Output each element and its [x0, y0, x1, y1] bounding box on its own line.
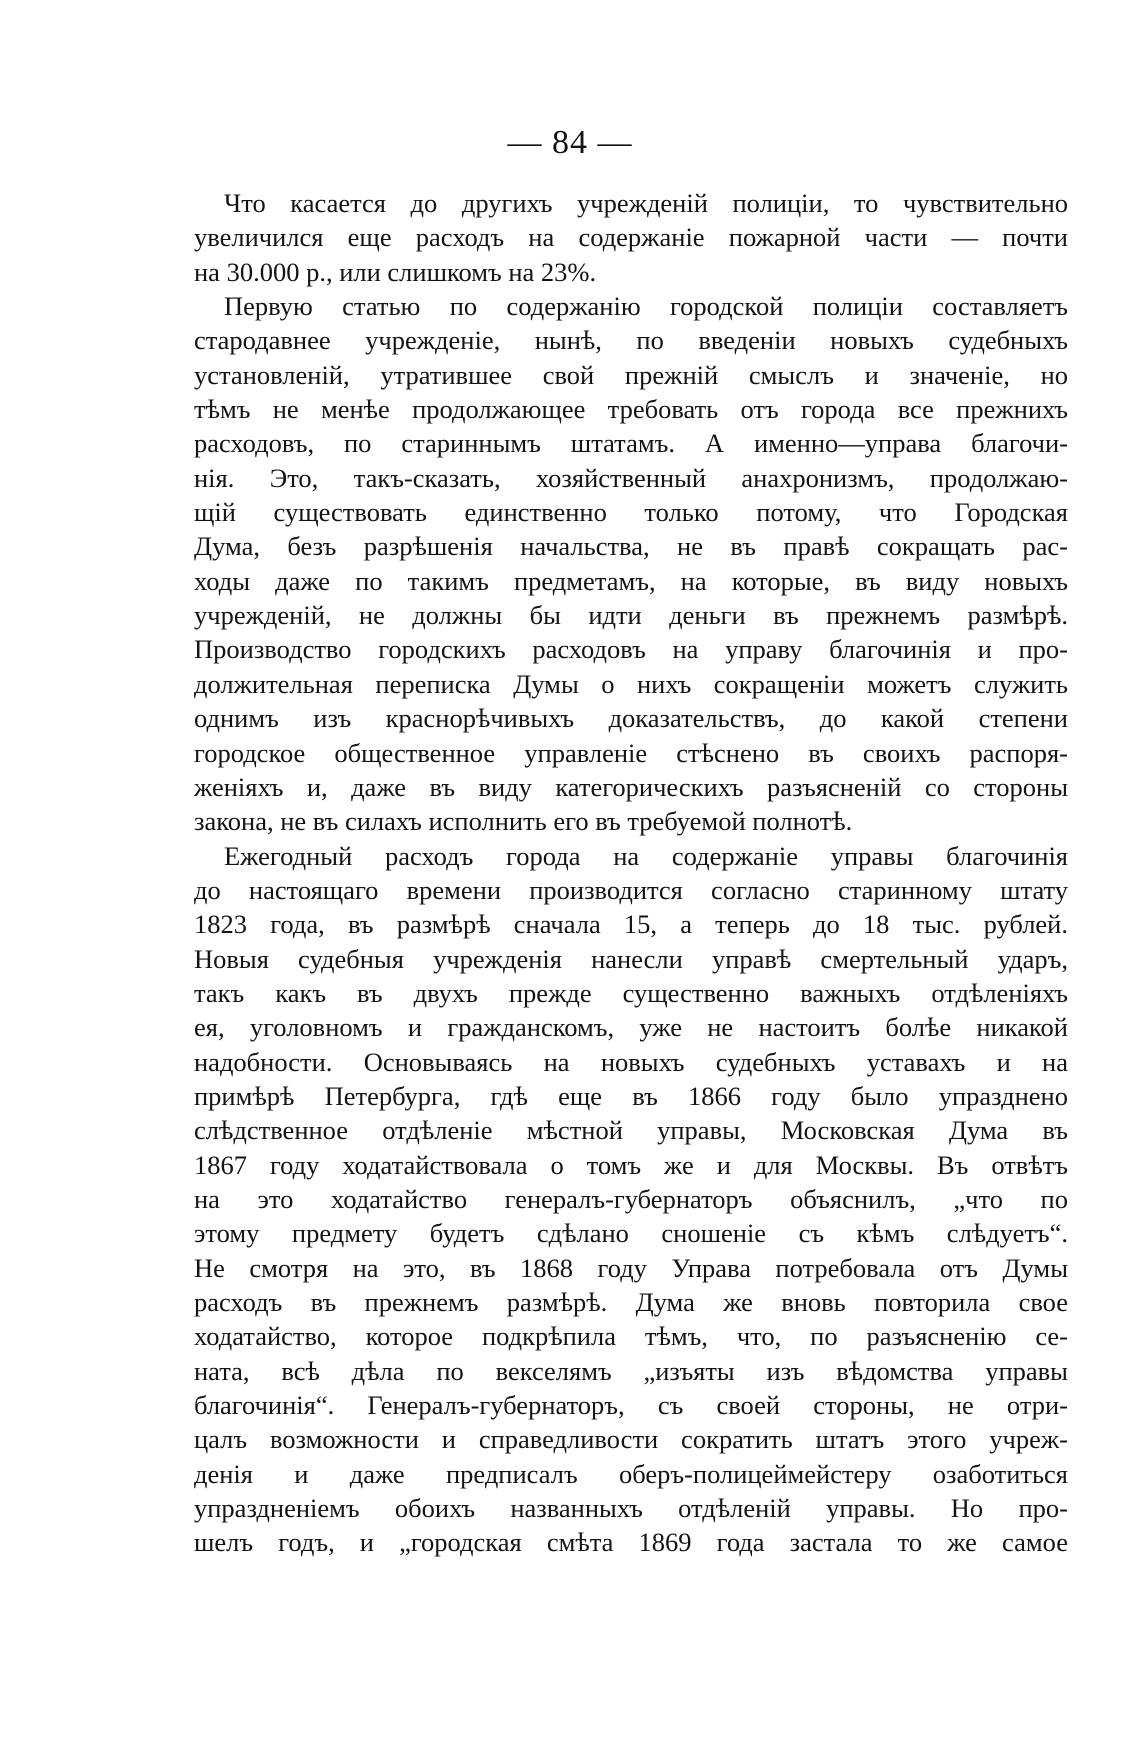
text-line: надобности. Основываясь на новыхъ судебныхъ уставахъ и на: [194, 1046, 1068, 1077]
text-line: городское общественное управленіе стѣснено въ своихъ распоря-: [194, 737, 1068, 768]
text-line: примѣрѣ Петербурга, гдѣ еще въ 1866 году было упразднено: [194, 1080, 1068, 1111]
text-line: нія. Это, такъ-сказать, хозяйственный анахронизмъ, продолжаю-: [194, 462, 1068, 493]
text-line: Что касается до другихъ учрежденій полиціи, то чувствительно: [224, 188, 1068, 218]
text-line: упраздненіемъ обоихъ названныхъ отдѣленій управы. Но про-: [194, 1493, 1068, 1524]
text-line: женіяхъ и, даже въ виду категорическихъ разъясненій со стороны: [194, 771, 1068, 802]
text-line: Не смотря на это, въ 1868 году Управа потребовала отъ Думы: [194, 1252, 1068, 1283]
text-line: Производство городскихъ расходовъ на управу благочинія и про-: [194, 634, 1068, 665]
text-line: установленій, утратившее свой прежній смыслъ и значеніе, но: [194, 359, 1068, 390]
text-line: до настоящаго времени производится согласно старинному штату: [194, 874, 1068, 905]
text-line: этому предмету будетъ сдѣлано сношеніе съ кѣмъ слѣдуетъ“.: [194, 1218, 1068, 1249]
text-line: Дума, безъ разрѣшенія начальства, не въ правѣ сокращать рас-: [194, 531, 1068, 562]
text-line: Первую статью по содержанію городской полиціи составляетъ: [224, 291, 1068, 322]
text-line: расходовъ, по стариннымъ штатамъ. А именно—управа благочи-: [194, 428, 1068, 459]
text-line: закона, не въ силахъ исполнить его въ требуемой полнотѣ.: [194, 806, 853, 837]
text-line: стародавнее учрежденіе, нынѣ, по введеніи новыхъ судебныхъ: [194, 325, 1068, 356]
text-line: ея, уголовномъ и гражданскомъ, уже не настоитъ болѣе никакой: [194, 1012, 1068, 1043]
text-line: слѣдственное отдѣленіе мѣстной управы, Московская Дума въ: [194, 1115, 1068, 1146]
text-line: однимъ изъ краснорѣчивыхъ доказательствъ, до какой степени: [194, 703, 1068, 734]
page-number: — 84 —: [507, 124, 633, 161]
text-line: щій существовать единственно только потому, что Городская: [194, 497, 1068, 528]
text-line: на это ходатайство генералъ-губернаторъ объяснилъ, „что по: [194, 1183, 1068, 1214]
text-line: увеличился еще расходъ на содержаніе пожарной части — почти: [194, 222, 1068, 253]
text-line: такъ какъ въ двухъ прежде существенно важныхъ отдѣленіяхъ: [194, 977, 1068, 1008]
text-line: ходы даже по такимъ предметамъ, на которые, въ виду новыхъ: [194, 565, 1068, 596]
text-line: ходатайство, которое подкрѣпила тѣмъ, что, по разъясненію се-: [194, 1321, 1068, 1352]
text-line: тѣмъ не менѣе продолжающее требовать отъ города все прежнихъ: [194, 394, 1068, 425]
text-line: денія и даже предписалъ оберъ-полицеймейстеру озаботиться: [194, 1458, 1068, 1489]
text-line: шелъ годъ, и „городская смѣта 1869 года застала то же самое: [194, 1527, 1068, 1558]
text-line: расходъ въ прежнемъ размѣрѣ. Дума же вновь повторила свое: [194, 1287, 1068, 1317]
text-line: 1867 году ходатайствовала о томъ же и для Москвы. Въ отвѣтъ: [194, 1149, 1068, 1180]
text-line: 1823 года, въ размѣрѣ сначала 15, а теперь до 18 тыс. рублей.: [194, 909, 1068, 940]
text-line: ната, всѣ дѣла по векселямъ „изъяты изъ вѣдомства управы: [194, 1355, 1068, 1386]
text-line: цалъ возможности и справедливости сократить штатъ этого учреж-: [194, 1424, 1068, 1455]
body-text: [194, 186, 1068, 1560]
text-line: Новыя судебныя учрежденія нанесли управѣ смертельный ударъ,: [194, 943, 1068, 974]
text-line: Ежегодный расходъ города на содержаніе управы благочинія: [224, 840, 1068, 871]
text-line: благочинія“. Генералъ-губернаторъ, съ своей стороны, не отри-: [194, 1390, 1068, 1421]
text-line: учрежденій, не должны бы идти деньги въ прежнемъ размѣрѣ.: [194, 600, 1068, 631]
text-line: должительная переписка Думы о нихъ сокращеніи можетъ служить: [194, 668, 1068, 699]
text-line: на 30.000 р., или слишкомъ на 23%.: [194, 256, 597, 287]
